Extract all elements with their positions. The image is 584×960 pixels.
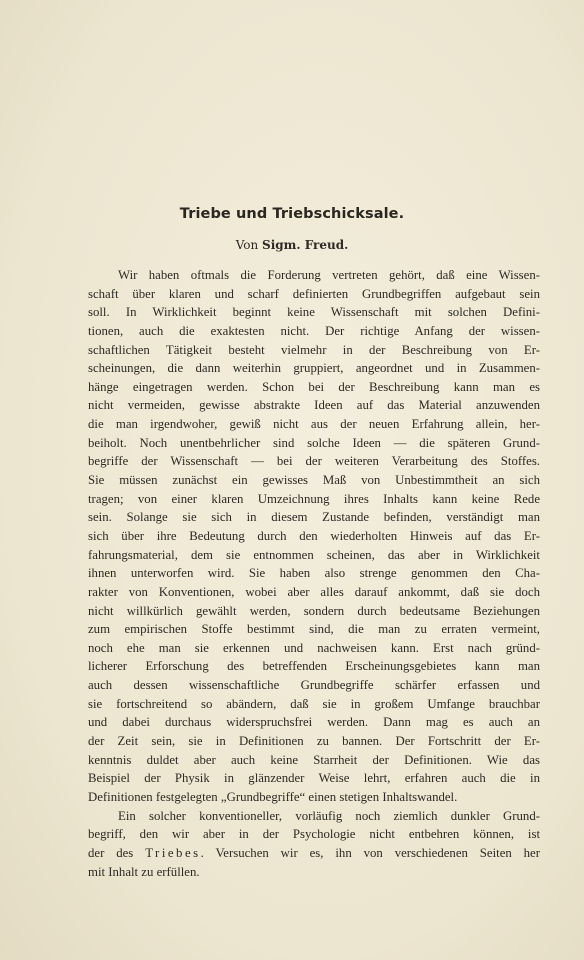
text-line: beiholt. Noch unentbehrlicher sind solche Ideen — die späteren Grund- [88,435,540,450]
text-line: licherer Erforschung des betreffenden Erscheinungsgebietes kann man [88,659,540,674]
text-line: schaftlichen Tätigkeit besteht vielmehr in der Beschreibung von Er- [88,342,540,357]
text-line: ihnen unterworfen wird. Sie haben also strenge genommen den Cha- [88,566,540,581]
text-line: Ein solcher konventioneller, vorläufig noch ziemlich dunkler Grund- [118,808,540,823]
text-line: nicht willkürlich gewählt werden, sondern durch bedeutsame Beziehungen [88,603,540,618]
text-line: nicht vermeiden, gewisse abstrakte Ideen auf das Material anzuwenden [88,398,540,413]
text-line: und dabei durchaus widerspruchsfrei werden. Dann mag es auch an [88,715,540,730]
text-line: begriffe der Wissenschaft — bei der weiteren Verarbeitung des Stoffes. [88,454,540,469]
byline-prefix: Von [235,238,263,252]
text-line: der Zeit sein, sie in Definitionen zu bannen. Der Fortschritt der Er- [88,734,540,749]
text-line: fahrungsmaterial, dem sie entnommen scheinen, das aber in Wirklichkeit [88,547,540,562]
text-line: die man irgendwoher, gewiß nicht aus der neuen Erfahrung allein, her- [88,417,540,432]
text-line: Beispiel der Physik in glänzender Weise lehrt, erfahren auch die in [88,771,540,786]
byline-author: Sigm. Freud. [262,238,349,252]
text-line: schaft über klaren und scharf definierten Grundbegriffen aufgebaut sein [88,286,540,301]
text-line: noch ehe man sie erkennen und nachweisen kann. Erst nach gründ- [88,640,540,655]
emphasized-term: Triebes [145,845,201,860]
byline [0,238,584,252]
article-title: Triebe und Triebschicksale. [179,206,405,222]
text-line: sein. Solange sie sich in diesem Zustande befinden, verständigt man [88,510,540,525]
text-line: Wir haben oftmals die Forderung vertreten gehört, daß eine Wissen- [118,268,540,282]
text-line: auch dessen wissenschaftliche Grundbegriffe schärfer erfassen und [88,678,540,693]
text-line: Sie müssen zunächst ein gewisses Maß von Unbestimmtheit an sich [88,473,540,488]
text-line: zum empirischen Stoffe bestimmt sind, die man zu erraten vermeint, [88,622,540,637]
text-line: Definitionen festgelegten „Grundbegriffe“ einen stetigen Inhaltswandel. [88,789,458,804]
text-line: sich über ihre Bedeutung durch den wiederholten Hinweis auf das Er- [88,528,540,543]
text-line [88,844,540,863]
text-line: kenntnis duldet aber auch keine Starrheit der Definitionen. Wie das [88,752,540,767]
text-line: tragen; von einer klaren Umzeichnung ihres Inhalts kann keine Rede [88,491,540,506]
text-line: mit Inhalt zu erfüllen. [88,864,200,879]
text-line: tionen, auch die exaktesten nicht. Der richtige Anfang der wissen- [88,323,540,338]
text-line: hänge eingetragen werden. Schon bei der Beschreibung kann man es [88,379,540,394]
text-line: begriff, den wir aber in der Psychologie nicht entbehren können, ist [88,827,540,842]
body-text [88,266,540,881]
text-line: rakter von Konventionen, wobei aber alles darauf ankommt, daß sie doch [88,584,540,599]
text-line: sie fortschreitend so abändern, daß sie in großem Umfange brauchbar [88,696,540,711]
text-line: soll. In Wirklichkeit beginnt keine Wissenschaft mit solchen Defini- [88,305,540,320]
text-segment: der des [88,845,146,860]
text-line: scheinungen, die dann weiterhin gruppiert, angeordnet und in Zusammen- [88,361,540,376]
text-segment: . Versuchen wir es, ihn von verschiedenen Seiten her [200,845,541,860]
